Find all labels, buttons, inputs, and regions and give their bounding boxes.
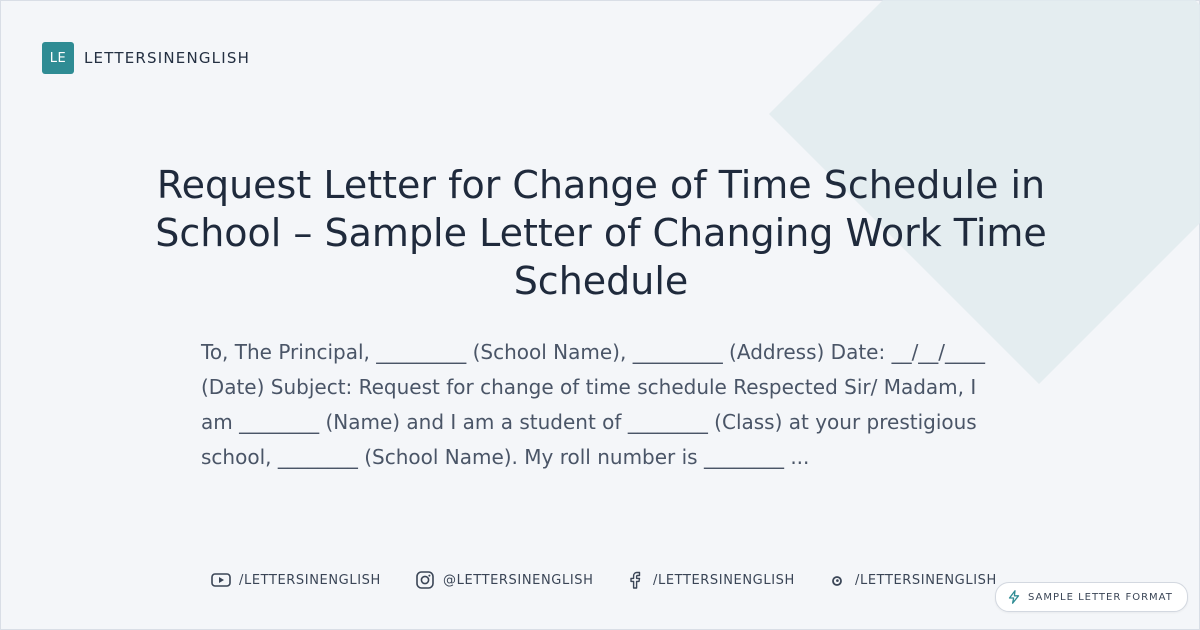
facebook-icon: [625, 570, 645, 590]
sample-letter-format-badge[interactable]: [995, 582, 1188, 612]
instagram-icon: [415, 570, 435, 590]
brand-logo: LE: [42, 42, 74, 74]
social-link-youtube[interactable]: [211, 569, 381, 591]
lightning-icon: [1008, 590, 1020, 604]
brand-name: LETTERSINENGLISH: [84, 49, 251, 67]
pinterest-icon: [827, 570, 847, 590]
page-title: Request Letter for Change of Time Schedule in School – Sample Letter of Changing Work Time Schedule: [155, 163, 1047, 303]
instagram-handle: @LETTERSINENGLISH: [443, 572, 594, 588]
social-link-instagram[interactable]: [415, 569, 593, 591]
letter-excerpt: To, The Principal, _________ (School Name), _________ (Address) Date: __/__/____ (Date) Subject: Request for change of time schedule Respected Sir/ Madam, I am ________ (Name) and I am a student of ________ (Class) at your prestigious school, ________ (School Name). My roll number is ________ ...: [201, 340, 986, 469]
social-link-facebook[interactable]: [625, 569, 795, 591]
brand[interactable]: [42, 42, 250, 74]
social-link-pinterest[interactable]: [827, 569, 997, 591]
youtube-icon: [211, 570, 231, 590]
pinterest-handle: /LETTERSINENGLISH: [855, 572, 997, 588]
facebook-handle: /LETTERSINENGLISH: [653, 572, 795, 588]
youtube-handle: /LETTERSINENGLISH: [239, 572, 381, 588]
badge-label: SAMPLE LETTER FORMAT: [1028, 591, 1173, 603]
